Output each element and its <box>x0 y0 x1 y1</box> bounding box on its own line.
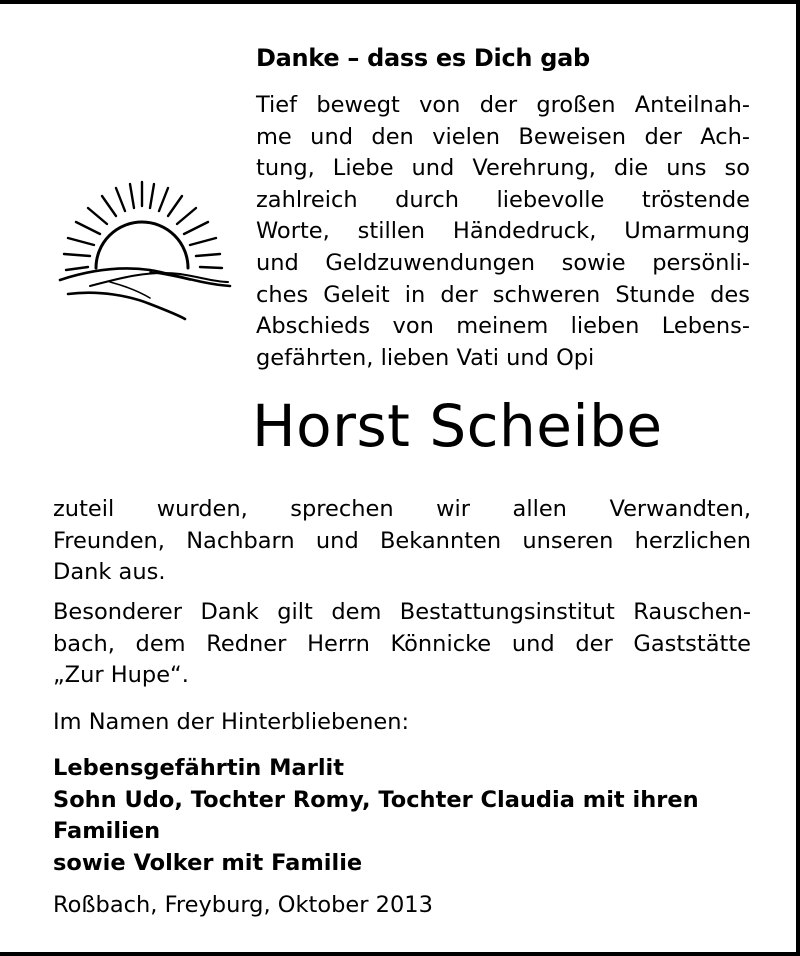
paragraph-line: Freunden, Nachbarn und Bekannten unseren herzlichen <box>53 527 751 554</box>
sunset-over-hills-icon <box>50 174 235 324</box>
thanks-paragraph <box>53 494 751 589</box>
family-line: Sohn Udo, Tochter Romy, Tochter Claudia mit ihren <box>53 786 699 813</box>
heading: Danke – dass es Dich gab <box>256 44 590 72</box>
paragraph-line: Besonderer Dank gilt dem Bestattungsinstitut Rauschen- <box>53 599 751 625</box>
family-line: Lebensgefährtin Marlit <box>53 755 344 781</box>
paragraph-line: Dank aus. <box>53 559 166 586</box>
paragraph-line: bach, dem Redner Herrn Könnicke und der Gaststätte <box>53 630 751 657</box>
intro-line: Abschieds von meinem lieben Lebens- <box>256 313 750 340</box>
intro-line: tung, Liebe und Verehrung, die uns so <box>256 155 750 182</box>
intro-line: Tief bewegt von der großen Anteilnah- <box>256 92 750 118</box>
intro-line: me und den vielen Beweisen der Ach- <box>256 123 750 150</box>
place-and-date: Roßbach, Freyburg, Oktober 2013 <box>53 892 433 918</box>
intro-line: Worte, stillen Händedruck, Umarmung <box>256 218 750 245</box>
family-line: sowie Volker mit Familie <box>53 849 363 876</box>
intro-line: ches Geleit in der schweren Stunde des <box>256 281 750 308</box>
intro-paragraph <box>256 90 750 374</box>
paragraph-line: zuteil wurden, sprechen wir allen Verwandten, <box>53 496 751 522</box>
special-thanks-paragraph <box>53 597 751 692</box>
paragraph-line: „Zur Hupe“. <box>53 662 189 689</box>
intro-line: und Geldzuwendungen sowie persönli- <box>256 249 750 276</box>
family-line: Familien <box>53 818 161 844</box>
signoff: Im Namen der Hinterbliebenen: <box>53 709 410 735</box>
intro-line: gefährten, lieben Vati und Opi <box>256 344 595 371</box>
family-list <box>53 753 753 879</box>
deceased-name: Horst Scheibe <box>252 392 663 460</box>
intro-line: zahlreich durch liebevolle tröstende <box>256 186 750 213</box>
